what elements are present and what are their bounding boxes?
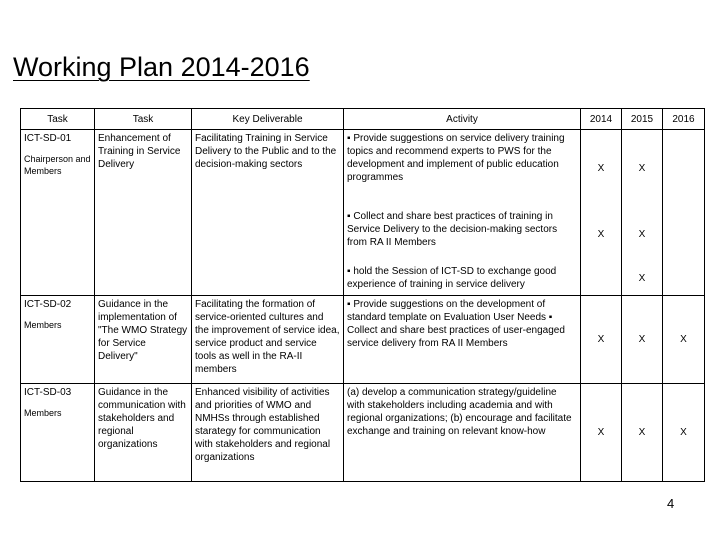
year-2014-mark (581, 263, 622, 296)
task-id-cell (21, 296, 95, 384)
page-title: Working Plan 2014-2016 (13, 52, 310, 82)
page-number: 4 (667, 496, 675, 511)
year-2015-mark: X (622, 130, 663, 208)
year-2016-mark (663, 263, 705, 296)
activity-cell: ▪ Provide suggestions on service delivery training topics and recommend experts to PWS for the development and implement of public education programmes (344, 130, 581, 208)
task-id: ICT-SD-02 (24, 299, 72, 310)
task-role: Chairperson and Members (24, 154, 91, 176)
year-2016-mark (663, 130, 705, 208)
year-2015-mark: X (622, 384, 663, 482)
header-task-id: Task (21, 109, 95, 130)
year-2016-mark: X (663, 384, 705, 482)
header-activity: Activity (344, 109, 581, 130)
header-task: Task (95, 109, 192, 130)
header-2014: 2014 (581, 109, 622, 130)
year-2015-mark: X (622, 296, 663, 384)
task-cell: Guidance in the communication with stakeholders and regional organizations (95, 384, 192, 482)
deliverable-cell: Facilitating Training in Service Delivery to the Public and to the decision-making sectors (192, 130, 344, 296)
activity-cell: ▪ Collect and share best practices of training in Service Delivery to the decision-making sectors from RA II Members (344, 208, 581, 263)
task-cell: Enhancement of Training in Service Delivery (95, 130, 192, 296)
deliverable-cell: Facilitating the formation of service-oriented cultures and the improvement of service idea, service product and service tools as well in the RA-II members (192, 296, 344, 384)
activity-cell: ▪ hold the Session of ICT-SD to exchange good experience of training in service delivery (344, 263, 581, 296)
table-row (21, 384, 705, 482)
year-2014-mark: X (581, 130, 622, 208)
task-role: Members (24, 408, 62, 418)
header-row (21, 109, 705, 130)
activity-cell: (a) develop a communication strategy/guideline with stakeholders including academia and with regional organizations; (b) encourage and facilitate exchange and training on relevant know-how (344, 384, 581, 482)
task-cell: Guidance in the implementation of "The WMO Strategy for Service Delivery" (95, 296, 192, 384)
task-id: ICT-SD-01 (24, 133, 72, 144)
year-2014-mark: X (581, 296, 622, 384)
year-2014-mark: X (581, 384, 622, 482)
header-2016: 2016 (663, 109, 705, 130)
year-2015-mark: X (622, 263, 663, 296)
task-role: Members (24, 320, 62, 330)
year-2016-mark: X (663, 296, 705, 384)
table-row (21, 130, 705, 208)
year-2016-mark (663, 208, 705, 263)
task-id-cell (21, 384, 95, 482)
table-row (21, 296, 705, 384)
activity-cell: ▪ Provide suggestions on the development of standard template on Evaluation User Needs ▪ Collect and share best practices of user-engaged service delivery from RA II Members (344, 296, 581, 384)
year-2014-mark: X (581, 208, 622, 263)
working-plan-table (20, 108, 705, 482)
task-id-cell (21, 130, 95, 296)
year-2015-mark: X (622, 208, 663, 263)
header-key-deliverable: Key Deliverable (192, 109, 344, 130)
header-2015: 2015 (622, 109, 663, 130)
deliverable-cell: Enhanced visibility of activities and priorities of WMO and NMHSs through established starategy for communication with stakeholders and regional organizations (192, 384, 344, 482)
task-id: ICT-SD-03 (24, 387, 72, 398)
